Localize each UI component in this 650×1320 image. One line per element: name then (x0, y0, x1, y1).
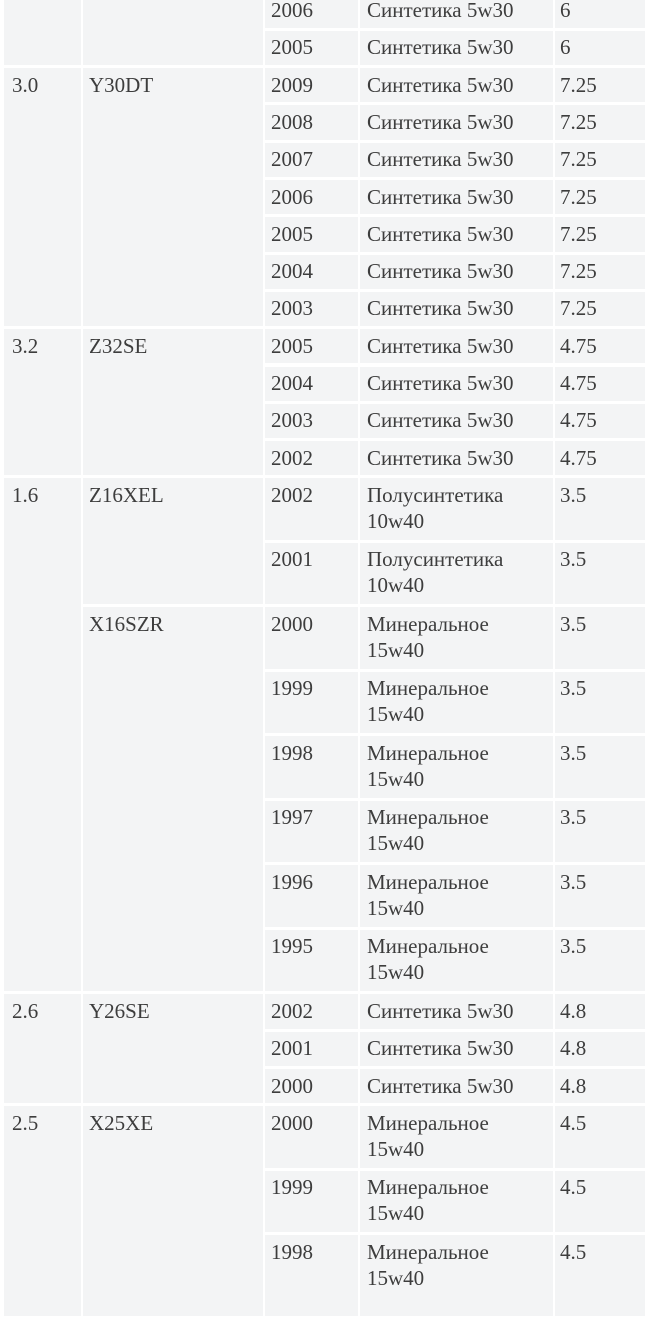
year-text: 2003 (271, 296, 313, 321)
oil-type-text: Синтетика 5w30 (367, 998, 514, 1023)
year-text: 2002 (271, 998, 313, 1023)
capacity-text: 4.5 (560, 1175, 587, 1200)
oil-type-text: Минеральное (367, 1110, 489, 1135)
engine-text: X16SZR (89, 611, 164, 636)
capacity-text: 3.5 (560, 869, 587, 894)
capacity-text: 4.75 (560, 408, 597, 433)
capacity-text: 3.5 (560, 611, 587, 636)
volume-text: 2.6 (12, 998, 39, 1023)
capacity-text: 4.75 (560, 333, 597, 358)
capacity-text: 4.5 (560, 1110, 587, 1135)
year-text: 1996 (271, 869, 313, 894)
oil-type-text: 10w40 (367, 573, 425, 598)
capacity-text: 4.8 (560, 1073, 587, 1098)
year-text: 2005 (271, 221, 313, 246)
engine-text: X25XE (89, 1110, 154, 1135)
volume-text: 3.2 (12, 333, 39, 358)
oil-type-text: Синтетика 5w30 (367, 72, 514, 97)
oil-type-text: Синтетика 5w30 (367, 221, 514, 246)
oil-type-text: Минеральное (367, 1239, 489, 1264)
oil-type-text: Синтетика 5w30 (367, 445, 514, 470)
oil-type-text: Синтетика 5w30 (367, 296, 514, 321)
oil-type-text: Минеральное (367, 676, 489, 701)
oil-type-text: 15w40 (367, 960, 425, 985)
volume-text: 3.0 (12, 72, 39, 97)
year-text: 2006 (271, 184, 313, 209)
year-text: 2008 (271, 109, 313, 134)
capacity-text: 4.75 (560, 445, 597, 470)
year-text: 2002 (271, 445, 313, 470)
oil-type-text: Синтетика 5w30 (367, 35, 514, 60)
oil-type-text: 15w40 (367, 895, 425, 920)
year-text: 2002 (271, 482, 313, 507)
capacity-text: 3.5 (560, 740, 587, 765)
year-text: 2004 (271, 259, 313, 284)
oil-type-text: Синтетика 5w30 (367, 147, 514, 172)
capacity-text: 3.5 (560, 805, 587, 830)
oil-type-text: 15w40 (367, 1265, 425, 1290)
capacity-text: 7.25 (560, 296, 597, 321)
capacity-text: 4.8 (560, 998, 587, 1023)
year-text: 1998 (271, 1239, 313, 1264)
oil-type-text: Минеральное (367, 740, 489, 765)
volume-cell-bg (4, 68, 81, 326)
oil-type-text: 15w40 (367, 831, 425, 856)
oil-type-text: 15w40 (367, 637, 425, 662)
capacity-text: 7.25 (560, 221, 597, 246)
year-text: 2001 (271, 1036, 313, 1061)
oil-type-text: Синтетика 5w30 (367, 0, 514, 22)
oil-type-text: Синтетика 5w30 (367, 259, 514, 284)
oil-type-text: 15w40 (367, 1201, 425, 1226)
oil-type-text: Минеральное (367, 1175, 489, 1200)
oil-type-text: 15w40 (367, 1136, 425, 1161)
capacity-text: 6 (560, 0, 571, 22)
year-text: 1999 (271, 1175, 313, 1200)
engine-cell-bg (83, 68, 263, 326)
year-text: 1998 (271, 740, 313, 765)
capacity-text: 4.5 (560, 1239, 587, 1264)
volume-cell-bg (4, 0, 81, 65)
capacity-text: 7.25 (560, 72, 597, 97)
capacity-text: 4.8 (560, 1036, 587, 1061)
year-text: 2004 (271, 371, 313, 395)
capacity-text: 7.25 (560, 109, 597, 134)
engine-text: Z16XEL (89, 482, 164, 507)
engine-text: Y26SE (89, 998, 150, 1023)
volume-cell-bg (4, 1106, 81, 1316)
engine-cell-bg (83, 1106, 263, 1316)
oil-type-text: Полусинтетика (367, 482, 504, 507)
year-text: 1995 (271, 934, 313, 959)
oil-type-text: Минеральное (367, 611, 489, 636)
year-text: 2001 (271, 547, 313, 572)
capacity-text: 4.75 (560, 371, 597, 395)
capacity-text: 3.5 (560, 482, 587, 507)
engine-text: Y30DT (89, 72, 154, 97)
oil-type-text: Синтетика 5w30 (367, 371, 514, 395)
oil-type-text: Синтетика 5w30 (367, 109, 514, 134)
capacity-text: 7.25 (560, 184, 597, 209)
year-text: 2007 (271, 147, 313, 172)
year-text: 2003 (271, 408, 313, 433)
volume-text: 1.6 (12, 482, 39, 507)
oil-type-text: Синтетика 5w30 (367, 1073, 514, 1098)
year-text: 1997 (271, 805, 313, 830)
oil-type-text: Минеральное (367, 869, 489, 894)
year-text: 2005 (271, 35, 313, 60)
year-text: 2000 (271, 1073, 313, 1098)
oil-type-text: 15w40 (367, 766, 425, 791)
capacity-text: 7.25 (560, 147, 597, 172)
capacity-text: 3.5 (560, 934, 587, 959)
engine-cell-bg (83, 607, 263, 991)
volume-text: 2.5 (12, 1110, 39, 1135)
oil-type-text: 10w40 (367, 508, 425, 533)
oil-type-text: Синтетика 5w30 (367, 184, 514, 209)
year-text: 2006 (271, 0, 313, 22)
oil-type-text: Синтетика 5w30 (367, 333, 514, 358)
capacity-text: 3.5 (560, 676, 587, 701)
oil-type-text: Синтетика 5w30 (367, 1036, 514, 1061)
oil-type-text: 15w40 (367, 702, 425, 727)
capacity-text: 7.25 (560, 259, 597, 284)
engine-text: Z32SE (89, 333, 148, 358)
year-text: 2000 (271, 1110, 313, 1135)
oil-type-text: Минеральное (367, 805, 489, 830)
oil-type-text: Полусинтетика (367, 547, 504, 572)
volume-cell-bg (4, 478, 81, 991)
year-text: 1999 (271, 676, 313, 701)
capacity-text: 3.5 (560, 547, 587, 572)
capacity-text: 6 (560, 35, 571, 60)
year-text: 2005 (271, 333, 313, 358)
oil-type-text: Минеральное (367, 934, 489, 959)
engine-cell-bg (83, 0, 263, 65)
year-text: 2000 (271, 611, 313, 636)
oil-type-text: Синтетика 5w30 (367, 408, 514, 433)
year-text: 2009 (271, 72, 313, 97)
